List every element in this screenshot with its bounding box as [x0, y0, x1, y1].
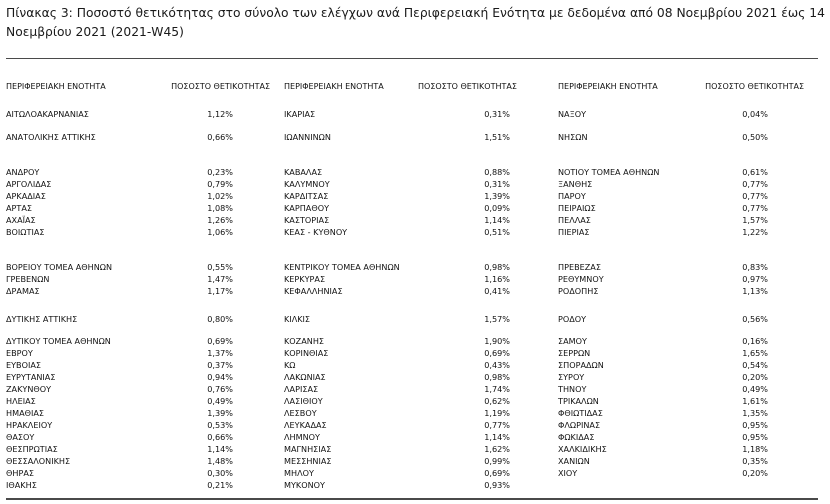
positivity-value: 1,62%: [484, 444, 510, 454]
table-row: [6, 456, 233, 467]
region-name: ΘΕΣΣΑΛΟΝΙΚΗΣ: [6, 456, 71, 466]
table-row: [284, 396, 510, 407]
positivity-value: 0,99%: [484, 456, 510, 466]
region-name: ΜΗΛΟΥ: [284, 468, 314, 478]
table-row: [6, 444, 233, 455]
positivity-value: 0,49%: [742, 384, 768, 394]
positivity-value: 1,48%: [207, 456, 233, 466]
positivity-value: 1,39%: [207, 408, 233, 418]
table-row: [558, 432, 768, 443]
col1-header-positivity: ΠΟΣΟΣΤΟ ΘΕΤΙΚΟΤΗΤΑΣ: [171, 82, 270, 91]
table-row: [6, 167, 233, 178]
positivity-value: 0,31%: [484, 179, 510, 189]
positivity-value: 1,26%: [207, 215, 233, 225]
region-name: ΙΩΑΝΝΙΝΩΝ: [284, 132, 331, 142]
region-name: ΦΩΚΙΔΑΣ: [558, 432, 595, 442]
region-name: ΘΑΣΟΥ: [6, 432, 35, 442]
positivity-value: 0,88%: [484, 167, 510, 177]
region-name: ΚΕΝΤΡΙΚΟΥ ΤΟΜΕΑ ΑΘΗΝΩΝ: [284, 262, 400, 272]
positivity-value: 1,14%: [207, 444, 233, 454]
col2-header-positivity: ΠΟΣΟΣΤΟ ΘΕΤΙΚΟΤΗΤΑΣ: [418, 82, 517, 91]
region-name: ΚΑΛΥΜΝΟΥ: [284, 179, 330, 189]
table-row: [284, 109, 510, 120]
bottom-divider: [6, 498, 818, 500]
positivity-value: 0,54%: [742, 360, 768, 370]
table-row: [558, 348, 768, 359]
region-name: ΚΟΖΑΝΗΣ: [284, 336, 325, 346]
region-name: ΡΟΔΟΠΗΣ: [558, 286, 599, 296]
positivity-value: 0,20%: [742, 372, 768, 382]
positivity-value: 0,04%: [742, 109, 768, 119]
table-row: [558, 286, 768, 297]
page-title: Πίνακας 3: Ποσοστό θετικότητας στο σύνολο των ελέγχων ανά Περιφερειακή Ενότητα με δεδομένα από 08 Νοεμβρίου 2021 έως 14 Νοεμβρίου 2021 (2021-W45): [6, 6, 825, 39]
positivity-value: 0,66%: [207, 432, 233, 442]
positivity-value: 0,98%: [484, 372, 510, 382]
region-name: ΣΥΡΟΥ: [558, 372, 585, 382]
table-row: [284, 408, 510, 419]
table-row: [284, 360, 510, 371]
table-row: [284, 456, 510, 467]
region-name: ΛΕΣΒΟΥ: [284, 408, 317, 418]
region-name: ΛΑΣΙΘΙΟΥ: [284, 396, 323, 406]
table-row: [6, 480, 233, 491]
table-row: [6, 227, 233, 238]
positivity-value: 1,22%: [742, 227, 768, 237]
table-row: [558, 384, 768, 395]
positivity-value: 0,83%: [742, 262, 768, 272]
table-row: [284, 215, 510, 226]
table-row: [6, 336, 233, 347]
region-name: ΠΙΕΡΙΑΣ: [558, 227, 590, 237]
table-row: [6, 286, 233, 297]
table-row: [6, 262, 233, 273]
table-row: [558, 191, 768, 202]
region-name: ΑΡΓΟΛΙΔΑΣ: [6, 179, 52, 189]
table-row: [6, 132, 233, 143]
positivity-value: 0,55%: [207, 262, 233, 272]
table-row: [558, 360, 768, 371]
positivity-value: 0,95%: [742, 432, 768, 442]
table-row: [284, 314, 510, 325]
positivity-value: 0,69%: [484, 468, 510, 478]
region-name: ΞΑΝΘΗΣ: [558, 179, 593, 189]
table-row: [6, 215, 233, 226]
table-row: [558, 227, 768, 238]
region-name: ΡΕΘΥΜΝΟΥ: [558, 274, 604, 284]
positivity-value: 0,62%: [484, 396, 510, 406]
positivity-value: 0,76%: [207, 384, 233, 394]
table-row: [284, 179, 510, 190]
positivity-value: 0,09%: [484, 203, 510, 213]
positivity-value: 0,77%: [742, 191, 768, 201]
region-name: ΛΑΚΩΝΙΑΣ: [284, 372, 326, 382]
region-name: ΕΥΒΟΙΑΣ: [6, 360, 42, 370]
region-name: ΦΘΙΩΤΙΔΑΣ: [558, 408, 603, 418]
region-name: ΝΟΤΙΟΥ ΤΟΜΕΑ ΑΘΗΝΩΝ: [558, 167, 660, 177]
table-row: [558, 456, 768, 467]
region-name: ΜΕΣΣΗΝΙΑΣ: [284, 456, 332, 466]
region-name: ΜΥΚΟΝΟΥ: [284, 480, 325, 490]
table-row: [6, 109, 233, 120]
positivity-value: 1,74%: [484, 384, 510, 394]
positivity-value: 0,66%: [207, 132, 233, 142]
table-row: [558, 132, 768, 143]
table-row: [284, 336, 510, 347]
table-row: [558, 420, 768, 431]
table-row: [6, 384, 233, 395]
table-row: [6, 360, 233, 371]
table-row: [284, 348, 510, 359]
positivity-value: 0,16%: [742, 336, 768, 346]
positivity-value: 1,61%: [742, 396, 768, 406]
region-name: ΚΕΡΚΥΡΑΣ: [284, 274, 326, 284]
positivity-value: 1,18%: [742, 444, 768, 454]
positivity-value: 0,23%: [207, 167, 233, 177]
table-row: [284, 262, 510, 273]
table-row: [284, 480, 510, 491]
table-row: [558, 274, 768, 285]
table-row: [284, 286, 510, 297]
positivity-value: 0,35%: [742, 456, 768, 466]
positivity-value: 0,53%: [207, 420, 233, 430]
region-name: ΗΜΑΘΙΑΣ: [6, 408, 45, 418]
region-name: ΑΝΑΤΟΛΙΚΗΣ ΑΤΤΙΚΗΣ: [6, 132, 96, 142]
region-name: ΛΗΜΝΟΥ: [284, 432, 320, 442]
positivity-value: 1,35%: [742, 408, 768, 418]
region-name: ΙΚΑΡΙΑΣ: [284, 109, 316, 119]
table-row: [284, 444, 510, 455]
table-row: [284, 203, 510, 214]
table-row: [284, 167, 510, 178]
region-name: ΧΑΛΚΙΔΙΚΗΣ: [558, 444, 607, 454]
region-name: ΛΑΡΙΣΑΣ: [284, 384, 319, 394]
region-name: ΔΡΑΜΑΣ: [6, 286, 40, 296]
positivity-value: 0,61%: [742, 167, 768, 177]
region-name: ΠΕΙΡΑΙΩΣ: [558, 203, 596, 213]
positivity-value: 0,30%: [207, 468, 233, 478]
positivity-value: 1,13%: [742, 286, 768, 296]
region-name: ΧΑΝΙΩΝ: [558, 456, 590, 466]
positivity-value: 1,14%: [484, 432, 510, 442]
region-name: ΚΙΛΚΙΣ: [284, 314, 311, 324]
region-name: ΣΑΜΟΥ: [558, 336, 587, 346]
table-row: [558, 396, 768, 407]
positivity-value: 0,41%: [484, 286, 510, 296]
table-row: [558, 215, 768, 226]
positivity-value: 1,14%: [484, 215, 510, 225]
positivity-value: 1,02%: [207, 191, 233, 201]
col1-header-region: ΠΕΡΙΦΕΡΕΙΑΚΗ ΕΝΟΤΗΤΑ: [6, 82, 106, 91]
positivity-value: 0,80%: [207, 314, 233, 324]
table-row: [6, 396, 233, 407]
table-row: [6, 314, 233, 325]
region-name: ΚΟΡΙΝΘΙΑΣ: [284, 348, 329, 358]
positivity-value: 0,69%: [484, 348, 510, 358]
table-row: [284, 227, 510, 238]
table-row: [558, 109, 768, 120]
positivity-value: 1,08%: [207, 203, 233, 213]
positivity-value: 1,65%: [742, 348, 768, 358]
table-row: [558, 372, 768, 383]
region-name: ΚΑΒΑΛΑΣ: [284, 167, 323, 177]
table-row: [6, 372, 233, 383]
positivity-value: 0,56%: [742, 314, 768, 324]
region-name: ΤΡΙΚΑΛΩΝ: [558, 396, 599, 406]
positivity-value: 1,12%: [207, 109, 233, 119]
table-row: [284, 384, 510, 395]
positivity-value: 0,20%: [742, 468, 768, 478]
region-name: ΚΑΡΔΙΤΣΑΣ: [284, 191, 329, 201]
table-row: [284, 468, 510, 479]
positivity-value: 0,31%: [484, 109, 510, 119]
positivity-value: 0,97%: [742, 274, 768, 284]
region-name: ΝΗΣΩΝ: [558, 132, 588, 142]
positivity-value: 1,06%: [207, 227, 233, 237]
positivity-value: 1,90%: [484, 336, 510, 346]
region-name: ΙΘΑΚΗΣ: [6, 480, 37, 490]
positivity-value: 1,16%: [484, 274, 510, 284]
positivity-value: 0,79%: [207, 179, 233, 189]
table-row: [6, 468, 233, 479]
table-row: [6, 348, 233, 359]
region-name: ΘΗΡΑΣ: [6, 468, 34, 478]
region-name: ΚΕΦΑΛΛΗΝΙΑΣ: [284, 286, 343, 296]
region-name: ΖΑΚΥΝΘΟΥ: [6, 384, 52, 394]
positivity-value: 0,69%: [207, 336, 233, 346]
region-name: ΧΙΟΥ: [558, 468, 578, 478]
positivity-value: 0,77%: [742, 203, 768, 213]
region-name: ΗΡΑΚΛΕΙΟΥ: [6, 420, 53, 430]
region-name: ΡΟΔΟΥ: [558, 314, 587, 324]
positivity-value: 0,93%: [484, 480, 510, 490]
region-name: ΣΕΡΡΩΝ: [558, 348, 591, 358]
positivity-value: 0,37%: [207, 360, 233, 370]
region-name: ΘΕΣΠΡΩΤΙΑΣ: [6, 444, 58, 454]
region-name: ΑΧΑΪΑΣ: [6, 215, 36, 225]
table-row: [6, 432, 233, 443]
region-name: ΦΛΩΡΙΝΑΣ: [558, 420, 601, 430]
table-row: [6, 274, 233, 285]
table-row: [6, 408, 233, 419]
table-row: [558, 203, 768, 214]
table-row: [6, 191, 233, 202]
region-name: ΚΕΑΣ - ΚΥΘΝΟΥ: [284, 227, 348, 237]
region-name: ΚΑΡΠΑΘΟΥ: [284, 203, 330, 213]
region-name: ΤΗΝΟΥ: [558, 384, 587, 394]
positivity-value: 1,57%: [742, 215, 768, 225]
region-name: ΚΑΣΤΟΡΙΑΣ: [284, 215, 330, 225]
table-row: [558, 167, 768, 178]
table-row: [558, 262, 768, 273]
positivity-value: 0,94%: [207, 372, 233, 382]
region-name: ΕΒΡΟΥ: [6, 348, 33, 358]
table-row: [6, 203, 233, 214]
positivity-value: 1,57%: [484, 314, 510, 324]
positivity-value: 0,51%: [484, 227, 510, 237]
table-row: [284, 372, 510, 383]
table-row: [558, 179, 768, 190]
table-row: [284, 432, 510, 443]
region-name: ΛΕΥΚΑΔΑΣ: [284, 420, 327, 430]
positivity-value: 0,77%: [484, 420, 510, 430]
region-name: ΜΑΓΝΗΣΙΑΣ: [284, 444, 332, 454]
region-name: ΠΕΛΛΑΣ: [558, 215, 591, 225]
table-row: [6, 420, 233, 431]
region-name: ΔΥΤΙΚΗΣ ΑΤΤΙΚΗΣ: [6, 314, 78, 324]
positivity-value: 0,49%: [207, 396, 233, 406]
region-name: ΝΑΞΟΥ: [558, 109, 587, 119]
table-row: [558, 468, 768, 479]
region-name: ΒΟΡΕΙΟΥ ΤΟΜΕΑ ΑΘΗΝΩΝ: [6, 262, 113, 272]
region-name: ΣΠΟΡΑΔΩΝ: [558, 360, 604, 370]
region-name: ΒΟΙΩΤΙΑΣ: [6, 227, 45, 237]
top-divider: [6, 58, 818, 59]
table-row: [558, 444, 768, 455]
col3-header-positivity: ΠΟΣΟΣΤΟ ΘΕΤΙΚΟΤΗΤΑΣ: [705, 82, 804, 91]
region-name: ΠΡΕΒΕΖΑΣ: [558, 262, 601, 272]
region-name: ΓΡΕΒΕΝΩΝ: [6, 274, 50, 284]
region-name: ΑΡΤΑΣ: [6, 203, 33, 213]
positivity-value: 1,37%: [207, 348, 233, 358]
positivity-value: 1,47%: [207, 274, 233, 284]
table-row: [284, 420, 510, 431]
table-row: [284, 191, 510, 202]
region-name: ΚΩ: [284, 360, 296, 370]
region-name: ΕΥΡΥΤΑΝΙΑΣ: [6, 372, 56, 382]
positivity-value: 0,21%: [207, 480, 233, 490]
positivity-value: 0,50%: [742, 132, 768, 142]
positivity-value: 0,43%: [484, 360, 510, 370]
table-row: [558, 408, 768, 419]
table-row: [284, 132, 510, 143]
col2-header-region: ΠΕΡΙΦΕΡΕΙΑΚΗ ΕΝΟΤΗΤΑ: [284, 82, 384, 91]
table-row: [6, 179, 233, 190]
positivity-value: 1,19%: [484, 408, 510, 418]
region-name: ΗΛΕΙΑΣ: [6, 396, 36, 406]
positivity-value: 1,51%: [484, 132, 510, 142]
region-name: ΑΙΤΩΛΟΑΚΑΡΝΑΝΙΑΣ: [6, 109, 89, 119]
positivity-value: 0,98%: [484, 262, 510, 272]
positivity-value: 1,39%: [484, 191, 510, 201]
region-name: ΑΡΚΑΔΙΑΣ: [6, 191, 46, 201]
region-name: ΔΥΤΙΚΟΥ ΤΟΜΕΑ ΑΘΗΝΩΝ: [6, 336, 111, 346]
positivity-value: 0,77%: [742, 179, 768, 189]
col3-header-region: ΠΕΡΙΦΕΡΕΙΑΚΗ ΕΝΟΤΗΤΑ: [558, 82, 658, 91]
positivity-value: 0,95%: [742, 420, 768, 430]
region-name: ΑΝΔΡΟΥ: [6, 167, 40, 177]
table-row: [284, 274, 510, 285]
table-row: [558, 314, 768, 325]
table-row: [558, 336, 768, 347]
positivity-value: 1,17%: [207, 286, 233, 296]
region-name: ΠΑΡΟΥ: [558, 191, 586, 201]
